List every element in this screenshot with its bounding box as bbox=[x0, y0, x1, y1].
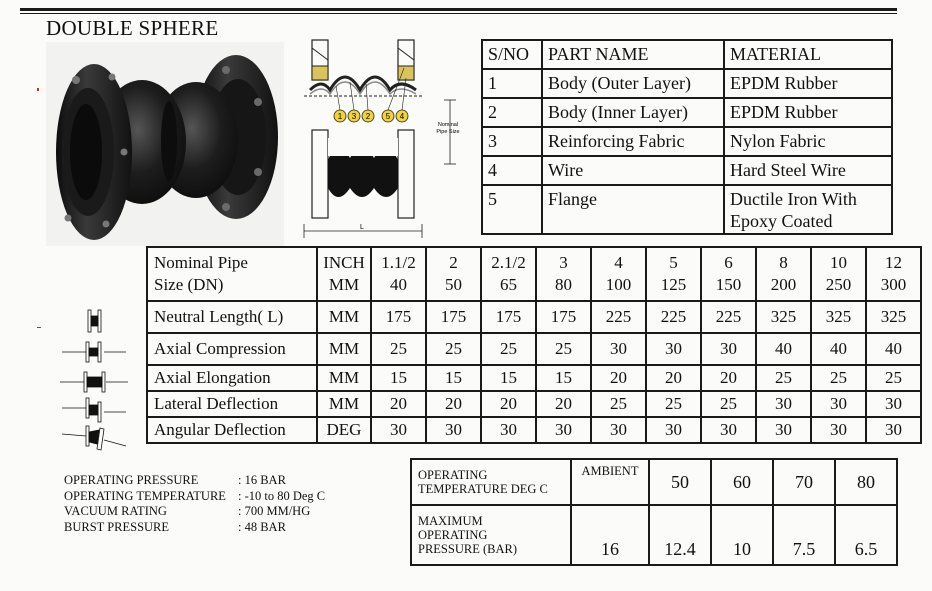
size-unit bbox=[317, 247, 371, 301]
value-cell: 30 bbox=[866, 417, 921, 443]
sno-cell: 1 bbox=[482, 69, 542, 98]
size-cell bbox=[811, 247, 866, 301]
size-cell bbox=[701, 247, 756, 301]
value-cell: 30 bbox=[756, 391, 811, 417]
print-mark bbox=[37, 88, 39, 91]
value-cell: 25 bbox=[536, 333, 591, 365]
table-header-row bbox=[482, 40, 892, 69]
value-cell: 20 bbox=[426, 391, 481, 417]
row-unit: MM bbox=[317, 333, 371, 365]
material-line-1: Ductile Iron With bbox=[730, 189, 857, 209]
temperature-row bbox=[411, 459, 897, 505]
value-cell: 30 bbox=[811, 417, 866, 443]
part-cell: Flange bbox=[542, 185, 724, 234]
table-row bbox=[482, 127, 892, 156]
temp-cell: 50 bbox=[649, 459, 711, 505]
unit-mm: MM bbox=[328, 275, 360, 294]
value-cell: 25 bbox=[591, 391, 646, 417]
size-mm: 100 bbox=[605, 275, 632, 294]
temp-cell: 60 bbox=[711, 459, 773, 505]
value-cell: 20 bbox=[646, 365, 701, 391]
row-label: Axial Compression bbox=[147, 333, 317, 365]
spec-value: : 48 BAR bbox=[238, 519, 286, 534]
part-cell: Reinforcing Fabric bbox=[542, 127, 724, 156]
value-cell: 225 bbox=[646, 301, 701, 333]
pressure-label-line-2: OPERATING bbox=[418, 528, 488, 542]
value-cell: 25 bbox=[701, 391, 756, 417]
cross-section-diagram bbox=[300, 38, 475, 243]
value-cell: 30 bbox=[426, 417, 481, 443]
table-row bbox=[482, 185, 892, 234]
size-cell bbox=[536, 247, 591, 301]
value-cell: 15 bbox=[481, 365, 536, 391]
value-cell: 30 bbox=[536, 417, 591, 443]
value-cell: 20 bbox=[701, 365, 756, 391]
part-cell: Body (Inner Layer) bbox=[542, 98, 724, 127]
header-sno: S/NO bbox=[482, 40, 542, 69]
pressure-row bbox=[411, 505, 897, 565]
pressure-label-line-3: PRESSURE (BAR) bbox=[418, 542, 517, 556]
value-cell: 15 bbox=[371, 365, 426, 391]
material-cell: EPDM Rubber bbox=[724, 98, 892, 127]
value-cell: 20 bbox=[591, 365, 646, 391]
size-mm: 150 bbox=[715, 275, 742, 294]
size-mm: 65 bbox=[500, 275, 517, 294]
value-cell: 20 bbox=[371, 391, 426, 417]
value-cell: 25 bbox=[866, 365, 921, 391]
table-row bbox=[147, 365, 921, 391]
callout-1: 1 bbox=[337, 112, 343, 121]
size-inch: 6 bbox=[724, 253, 733, 272]
value-cell: 25 bbox=[481, 333, 536, 365]
value-cell: 30 bbox=[701, 333, 756, 365]
unit-inch: INCH bbox=[323, 253, 365, 272]
value-cell: 175 bbox=[536, 301, 591, 333]
temp-cell: AMBIENT bbox=[571, 459, 649, 505]
material-cell: Nylon Fabric bbox=[724, 127, 892, 156]
spec-value: : 700 MM/HG bbox=[238, 504, 311, 518]
pressure-cell: 12.4 bbox=[649, 505, 711, 565]
size-inch: 12 bbox=[885, 253, 902, 272]
size-mm: 125 bbox=[660, 275, 687, 294]
row-label: Angular Deflection bbox=[147, 417, 317, 443]
size-mm: 50 bbox=[445, 275, 462, 294]
value-cell: 40 bbox=[866, 333, 921, 365]
value-cell: 325 bbox=[866, 301, 921, 333]
temperature-label-line-2: TEMPERATURE DEG C bbox=[418, 482, 548, 496]
value-cell: 175 bbox=[481, 301, 536, 333]
value-cell: 225 bbox=[591, 301, 646, 333]
pressure-cell: 10 bbox=[711, 505, 773, 565]
pressure-cell: 16 bbox=[571, 505, 649, 565]
value-cell: 30 bbox=[866, 391, 921, 417]
size-label-line-2: Size (DN) bbox=[154, 275, 224, 294]
temperature-label-line-1: OPERATING bbox=[418, 468, 488, 482]
pressure-label bbox=[411, 505, 571, 565]
value-cell: 225 bbox=[701, 301, 756, 333]
value-cell: 25 bbox=[756, 365, 811, 391]
spec-row bbox=[64, 473, 325, 489]
part-cell: Wire bbox=[542, 156, 724, 185]
header-part-name: PART NAME bbox=[542, 40, 724, 69]
value-cell: 15 bbox=[536, 365, 591, 391]
part-cell: Body (Outer Layer) bbox=[542, 69, 724, 98]
size-cell bbox=[646, 247, 701, 301]
row-unit: MM bbox=[317, 365, 371, 391]
print-mark bbox=[37, 327, 41, 328]
spec-key: OPERATING PRESSURE bbox=[64, 473, 199, 487]
sno-cell: 2 bbox=[482, 98, 542, 127]
pressure-cell: 7.5 bbox=[773, 505, 835, 565]
size-mm: 300 bbox=[880, 275, 907, 294]
table-row bbox=[482, 156, 892, 185]
value-cell: 15 bbox=[426, 365, 481, 391]
value-cell: 30 bbox=[756, 417, 811, 443]
value-cell: 20 bbox=[481, 391, 536, 417]
size-inch: 10 bbox=[830, 253, 847, 272]
table-row bbox=[482, 69, 892, 98]
value-cell: 30 bbox=[371, 417, 426, 443]
size-mm: 80 bbox=[555, 275, 572, 294]
table-row bbox=[482, 98, 892, 127]
callout-2: 2 bbox=[365, 112, 371, 121]
value-cell: 30 bbox=[481, 417, 536, 443]
material-cell bbox=[724, 185, 892, 234]
size-inch: 2 bbox=[449, 253, 458, 272]
top-rule bbox=[20, 8, 897, 11]
value-cell: 25 bbox=[371, 333, 426, 365]
value-cell: 25 bbox=[426, 333, 481, 365]
product-photo bbox=[46, 42, 284, 246]
size-header-row bbox=[147, 247, 921, 301]
value-cell: 40 bbox=[811, 333, 866, 365]
header-material: MATERIAL bbox=[724, 40, 892, 69]
table-row bbox=[147, 417, 921, 443]
size-label-line-1: Nominal Pipe bbox=[154, 253, 248, 272]
row-label: Axial Elongation bbox=[147, 365, 317, 391]
pressure-label-line-1: MAXIMUM bbox=[418, 514, 483, 528]
material-cell: Hard Steel Wire bbox=[724, 156, 892, 185]
size-inch: 8 bbox=[779, 253, 788, 272]
spec-value: : -10 to 80 Deg C bbox=[238, 488, 326, 503]
top-rule-thin bbox=[20, 13, 897, 14]
deflection-icons bbox=[60, 306, 130, 454]
operating-specs bbox=[64, 473, 325, 535]
page-title: DOUBLE SPHERE bbox=[46, 16, 219, 40]
value-cell: 325 bbox=[756, 301, 811, 333]
spec-key: VACUUM RATING bbox=[64, 504, 167, 518]
nominal-label-2: Pipe Size bbox=[436, 129, 460, 135]
value-cell: 30 bbox=[591, 333, 646, 365]
sno-cell: 5 bbox=[482, 185, 542, 234]
pressure-table bbox=[410, 458, 898, 566]
table-row bbox=[147, 301, 921, 333]
size-inch: 5 bbox=[669, 253, 678, 272]
value-cell: 325 bbox=[811, 301, 866, 333]
size-inch: 2.1/2 bbox=[491, 253, 526, 272]
sno-cell: 3 bbox=[482, 127, 542, 156]
value-cell: 25 bbox=[646, 391, 701, 417]
size-inch: 1.1/2 bbox=[381, 253, 416, 272]
callout-3: 3 bbox=[351, 112, 357, 121]
spec-key: BURST PRESSURE bbox=[64, 519, 170, 534]
size-cell bbox=[866, 247, 921, 301]
value-cell: 30 bbox=[701, 417, 756, 443]
size-mm: 200 bbox=[770, 275, 797, 294]
spec-row bbox=[64, 489, 325, 505]
value-cell: 30 bbox=[811, 391, 866, 417]
value-cell: 40 bbox=[756, 333, 811, 365]
value-cell: 175 bbox=[426, 301, 481, 333]
temperature-label bbox=[411, 459, 571, 505]
callout-5: 5 bbox=[385, 112, 391, 121]
nominal-label: Nominal bbox=[437, 122, 459, 128]
value-cell: 20 bbox=[536, 391, 591, 417]
temp-cell: 70 bbox=[773, 459, 835, 505]
value-cell: 175 bbox=[371, 301, 426, 333]
value-cell: 25 bbox=[811, 365, 866, 391]
size-cell bbox=[426, 247, 481, 301]
size-mm: 250 bbox=[825, 275, 852, 294]
size-cell bbox=[756, 247, 811, 301]
value-cell: 30 bbox=[646, 417, 701, 443]
table-row bbox=[147, 333, 921, 365]
pressure-cell: 6.5 bbox=[835, 505, 897, 565]
parts-table bbox=[481, 39, 893, 235]
size-cell bbox=[591, 247, 646, 301]
size-inch: 4 bbox=[614, 253, 623, 272]
material-cell: EPDM Rubber bbox=[724, 69, 892, 98]
row-unit: DEG bbox=[317, 417, 371, 443]
spec-table bbox=[146, 246, 922, 444]
value-cell: 30 bbox=[646, 333, 701, 365]
row-label: Lateral Deflection bbox=[147, 391, 317, 417]
row-label: Neutral Length( L) bbox=[147, 301, 317, 333]
material-line-2: Epoxy Coated bbox=[730, 211, 833, 231]
spec-row bbox=[64, 504, 325, 520]
size-inch: 3 bbox=[559, 253, 568, 272]
row-unit: MM bbox=[317, 391, 371, 417]
spec-key: OPERATING TEMPERATURE bbox=[64, 488, 226, 503]
length-label: L bbox=[360, 224, 364, 231]
size-cell bbox=[481, 247, 536, 301]
table-row bbox=[147, 391, 921, 417]
size-mm: 40 bbox=[390, 275, 407, 294]
temp-cell: 80 bbox=[835, 459, 897, 505]
spec-row bbox=[64, 520, 325, 536]
spec-value: : 16 BAR bbox=[238, 473, 286, 487]
sno-cell: 4 bbox=[482, 156, 542, 185]
size-label bbox=[147, 247, 317, 301]
callout-4: 4 bbox=[399, 112, 405, 121]
value-cell: 30 bbox=[591, 417, 646, 443]
size-cell bbox=[371, 247, 426, 301]
row-unit: MM bbox=[317, 301, 371, 333]
